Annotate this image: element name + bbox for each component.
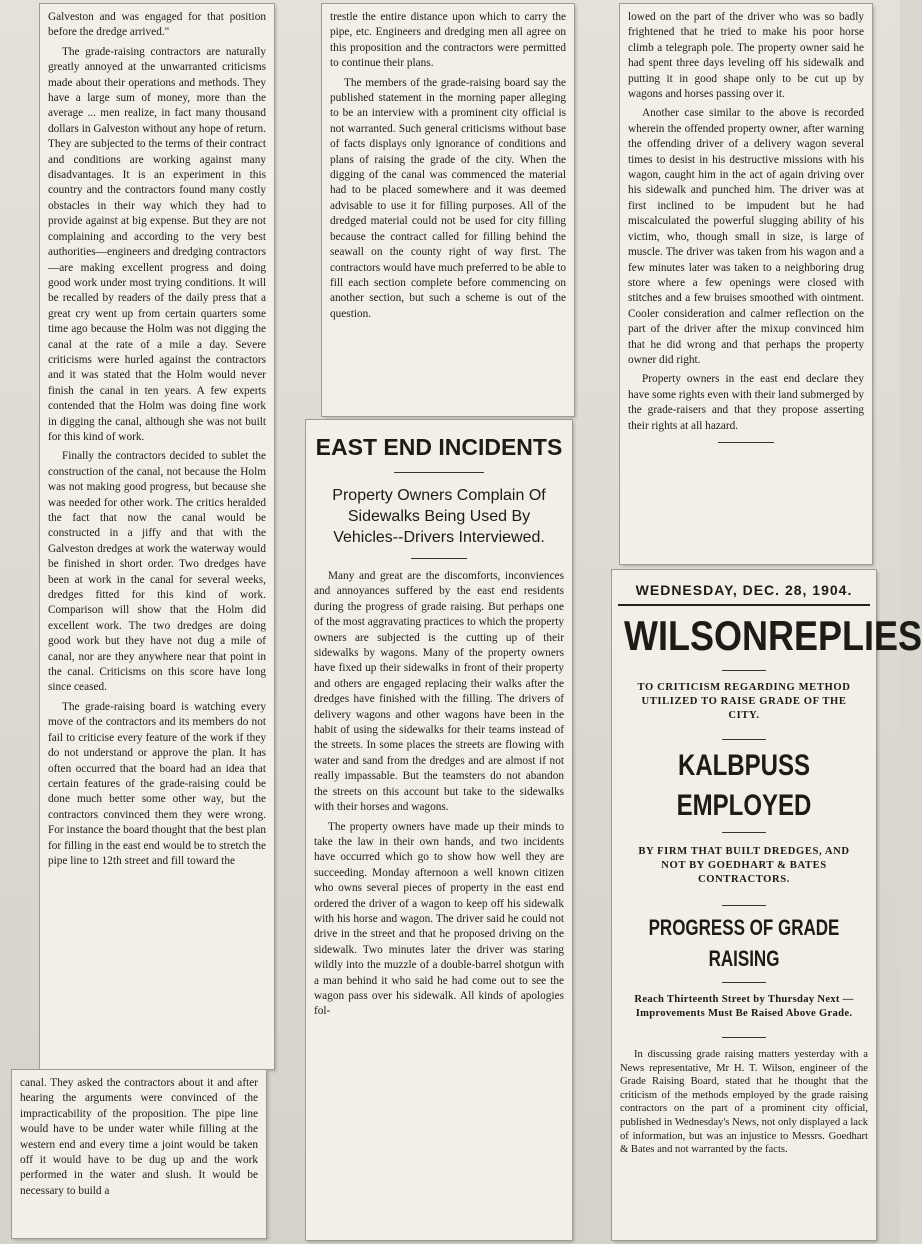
- divider: [394, 472, 484, 473]
- divider: [722, 982, 766, 983]
- east-end-paragraph-1: Many and great are the discomforts, inconviences and annoyances suffered by the east end residents during the progress of grade raising. But perhaps one of the most aggravating practices to which the property owners are subjected is the cutting up of their sidewalks by wagons. Many of the property owners have fixed up their sidewalks in front of their property and others are engaged replacing their walks after the dredges have finished with the filling. The drivers of delivery wagons and other wagons have been in the habit of using the sidewalks for their teams instead of the streets. In some places the streets are flowing with water and sand from the dredges and are almost if not really impassable. But the teamsters do not abandon the streets on this account but take to the sidewalks with their horses and wagons.: [314, 570, 564, 814]
- wilson-deck-2: BY FIRM THAT BUILT DREDGES, AND NOT BY GOEDHART & BATES CONTRACTORS.: [638, 846, 850, 885]
- wilson-headline: [620, 611, 922, 659]
- column3-paragraph-2: Another case similar to the above is recorded wherein the offended property owner, after warning the offending driver of a delivery wagon several times to desist in his destructive missions with his wagon, caught him in the act of again driving over his sidewalk and punched him. The driver was at first inclined to be impudent but he had miscalculated the powerful slugging ability of his victim, who, though small in size, is large of muscle. The driver was taken from his wagon and a few minutes later was taken to a neighboring drug store where a few openings were closed with stitches and a few bruises smoothed with ointment. Cooler consideration and calmer reflection on the part of the driver after the mixup convinced him that he did wrong and that perhaps the property owner did right.: [628, 107, 864, 366]
- column2-top-clipping: [322, 4, 574, 416]
- divider: [718, 442, 774, 443]
- dateline: WEDNESDAY, DEC. 28, 1904.: [618, 576, 870, 606]
- column3-paragraph-3: Property owners in the east end declare they have some rights even with their land submerged by the grade-raisers and that they propose asserting their rights at all hazard.: [628, 373, 864, 432]
- column3-paragraph-1: lowed on the part of the driver who was so badly frightened that he tried to make his poor horse climb a telegraph pole. The property owner said he had spent three days leveling off his sidewalk and putting it in good shape only to be cut up by wagons and horses passing over it.: [628, 11, 864, 101]
- kalbpuss-headline: KALBPUSS EMPLOYED: [676, 748, 812, 823]
- divider: [722, 739, 766, 740]
- divider: [411, 558, 467, 559]
- divider: [722, 670, 766, 671]
- wilson-headline-right: REPLIES: [767, 611, 922, 659]
- column2-paragraph-2: The members of the grade-raising board say the published statement in the morning paper alleging to be an interview with a prominent city official is not warranted. Such general criticisms without base of facts displays only ignorance of conditions and plans of raising the grade of the city. When the digging of the canal was commenced the material had to be placed somewhere and it was deemed advisable to use it for filling purposes. All of the dredged material could not be used for city filling because the contract called for filling behind the seawall on the county right of way first. The contractors would have much preferred to be able to fill each section complete before commencing on another section, but such a scheme is out of the question.: [330, 76, 566, 320]
- wilson-headline-left: WILSON: [624, 611, 768, 659]
- east-end-clipping: [306, 420, 572, 1240]
- column1-clipping: [40, 4, 274, 1069]
- column1-paragraph-2: The grade-raising contractors are naturally greatly annoyed at the unwarranted criticisms made about their operations and methods. They have a large sum of money, more than the average ... men realize, in fact many thousand dollars in Galveston without any hope of return. They are subjected to the terms of their contract and conditions are working against many disadvantages. It is an experiment in this country and the contractors found many costly obstacles in their way which they had to provide against at big expense. But they are not complaining and according to the very best authorities—engineers and dredging contractors—are making excellent progress and doing good work under most trying conditions. It will be recalled by readers of the daily press that a great cry went up from certain quarters some time ago because the Holm was not digging the canal at the rate of a mile a day. Severe criticisms were hurled against the contractors and it was stated that the Holm would never finish the canal in ten years. A few experts contended that the Holm was doing fine work in digging the canal, although she was not built for this kind of work.: [48, 45, 266, 443]
- wilson-clipping: [612, 570, 922, 1240]
- east-end-paragraph-2: The property owners have made up their minds to take the law in their own hands, and two incidents have occurred which go to show how well they are succeeding. Monday afternoon a well known citizen who owns several pieces of property in the east end ordered the driver of a wagon to keep off his sidewalk with his horse and wagon. The driver said he could not drive in the street and that he proposed driving on the sidewalk. Two minutes later the driver was staring wildly into the muzzle of a double-barrel shotgun with a man behind it who said he had come out to see the wagon pass over his sidewalk. All kinds of apologies fol-: [314, 820, 564, 1018]
- wilson-deck-1: TO CRITICISM REGARDING METHOD UTILIZED TO RAISE GRADE OF THE CITY.: [637, 682, 851, 721]
- column3-top-clipping: [620, 4, 872, 564]
- column1-continuation-paragraph: canal. They asked the contractors about it and after hearing the arguments were convinced of the impracticability of the proposition. The pipe line would have to be under water while filling at the western end and every time a joint would be taken off it would have to be dug up and the work performed in the water and slush. It would be necessary to build a: [20, 1077, 258, 1197]
- progress-headline: PROGRESS OF GRADE RAISING: [648, 915, 840, 972]
- wilson-deck-3: Reach Thirteenth Street by Thursday Next — Improvements Must Be Raised Above Grade.: [634, 994, 854, 1019]
- column1-paragraph-1: Galveston and was engaged for that position before the dredge arrived.": [48, 11, 266, 39]
- divider: [722, 1037, 766, 1038]
- column1-continuation-clipping: [12, 1070, 266, 1238]
- east-end-headline: EAST END INCIDENTS: [315, 434, 563, 460]
- column2-paragraph-1: trestle the entire distance upon which to carry the pipe, etc. Engineers and dredging men all agree on this proposition and the contractors were permitted to continue their plans.: [330, 11, 566, 70]
- east-end-deck: Property Owners Complain Of Sidewalks Being Used By Vehicles--Drivers Interviewed.: [332, 487, 546, 546]
- wilson-paragraph: In discussing grade raising matters yesterday with a News representative, Mr H. T. Wilson, engineer of the Grade Raising Board, stated that he thought that the criticism of the methods employed by the grade raising contractors on the part of a prominent city official, published in Wednesday's News, not only displayed a lack of information, but was an injustice to Messrs. Goedhart & Bates and not warranted by the facts.: [620, 1049, 868, 1156]
- column1-paragraph-3: Finally the contractors decided to sublet the construction of the canal, not because the Holm was not making good progress, but because she was needed for other work. The critics heralded the fact that now the canal would be constructed in a jiffy and that with the Galveston dredges at work the waterway would be finished in short order. Two dredges have been at work in the canal for several weeks, dredges fitted for this kind of work. Comparison will show that the Holm did excellent work. The two dredges are doing good work but they have not dug a mile of canal, nor are they anywhere near that point in the canal. Criticisms on this score have long since ceased.: [48, 450, 266, 694]
- divider: [722, 832, 766, 833]
- column1-paragraph-4: The grade-raising board is watching every move of the contractors and its members do not fail to criticise every feature of the work if they do not understand or approve the plan. It has often occurred that the board had an idea that certain features of the grade-raising could be done much better some other way, but the contractors convinced them they were wrong. For instance the board thought that the best plan for filling in the east end would be to stretch the pipe line to 12th street and fill toward the: [48, 700, 266, 867]
- divider: [722, 905, 766, 906]
